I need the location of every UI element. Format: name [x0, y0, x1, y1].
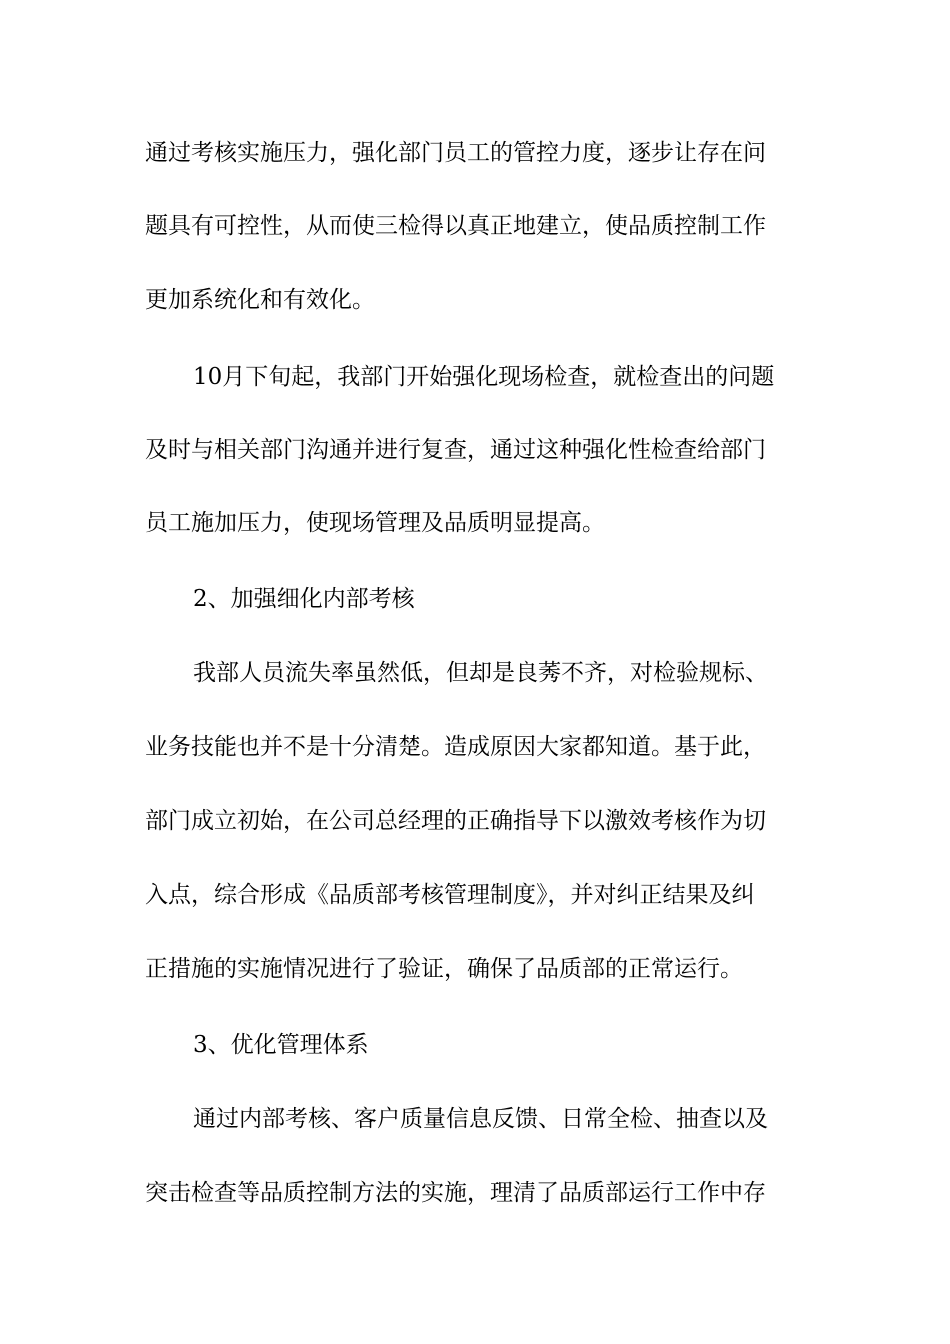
- section-heading: 3、优化管理体系: [193, 1032, 369, 1058]
- text-line: 突击检查等品质控制方法的实施，理清了品质部运行工作中存: [145, 1180, 766, 1206]
- text-line: 业务技能也并不是十分清楚。造成原因大家都知道。基于此，: [145, 734, 766, 760]
- text-line: 员工施加压力，使现场管理及品质明显提高。: [145, 510, 605, 536]
- text-line: 我部人员流失率虽然低，但却是良莠不齐，对检验规标、: [193, 660, 768, 686]
- text-line: 10月下旬起，我部门开始强化现场检查，就检查出的问题: [193, 364, 775, 390]
- text-line: 入点，综合形成《品质部考核管理制度》，并对纠正结果及纠: [145, 882, 755, 908]
- text-line: 题具有可控性，从而使三检得以真正地建立，使品质控制工作: [145, 213, 766, 239]
- text-line: 通过内部考核、客户质量信息反馈、日常全检、抽查以及: [193, 1106, 768, 1132]
- text-line: 更加系统化和有效化。: [145, 287, 375, 313]
- text-line: 部门成立初始，在公司总经理的正确指导下以激效考核作为切: [145, 808, 766, 834]
- text-line: 通过考核实施压力，强化部门员工的管控力度，逐步让存在问: [145, 140, 766, 166]
- text-line: 正措施的实施情况进行了验证，确保了品质部的正常运行。: [145, 956, 743, 982]
- text-line: 及时与相关部门沟通并进行复查，通过这种强化性检查给部门: [145, 437, 766, 463]
- section-heading: 2、加强细化内部考核: [193, 586, 415, 612]
